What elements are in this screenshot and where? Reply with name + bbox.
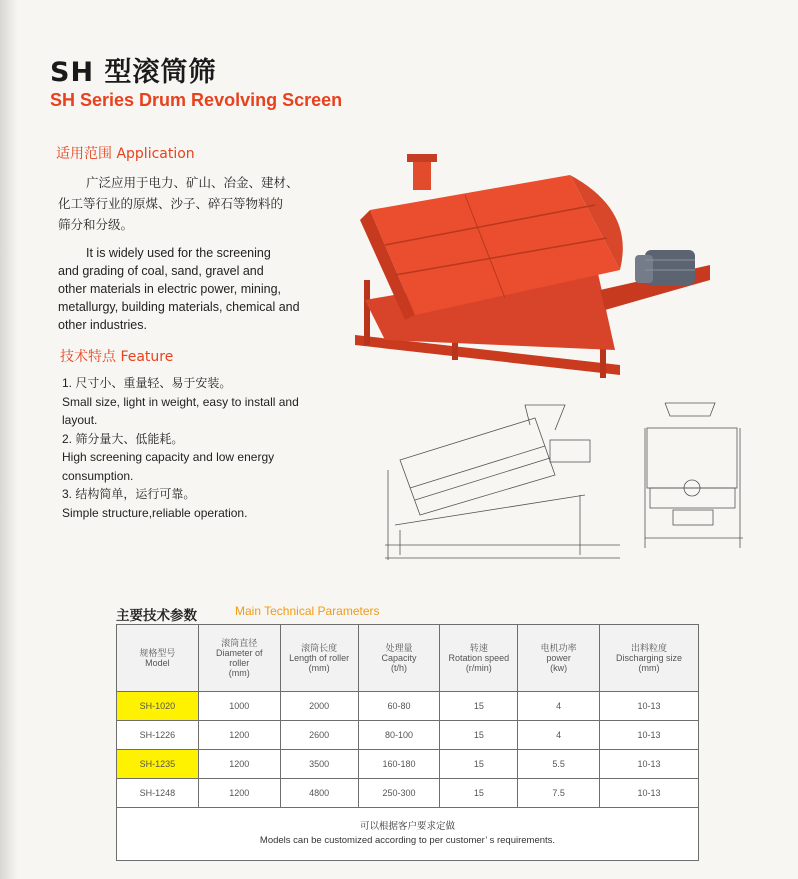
feature-line: consumption. <box>62 468 134 483</box>
application-heading: 适用范围 Application <box>56 146 195 162</box>
application-cn-line: 广泛应用于电力、矿山、冶金、建材、 <box>86 175 299 190</box>
header-text: 处理量 <box>385 643 413 653</box>
header-text: Diameter of <box>215 648 263 658</box>
cell-diameter: 1200 <box>198 750 280 779</box>
cell-length: 3500 <box>280 750 358 779</box>
header-text: 转速 <box>469 643 488 653</box>
application-en-line: metallurgy, building materials, chemical and <box>58 300 300 314</box>
cell-rotation: 15 <box>440 692 518 721</box>
feature-heading: 技术特点 Feature <box>60 349 174 365</box>
cell-power: 4 <box>518 692 600 721</box>
application-cn-line: 筛分和分级。 <box>58 217 134 232</box>
application-cn <box>58 172 299 235</box>
application-en-line: other industries. <box>58 318 147 332</box>
header-text: 规格型号 <box>139 648 176 658</box>
cell-length: 4800 <box>280 779 358 808</box>
header-text: Rotation speed <box>448 653 510 663</box>
header-text: (kw) <box>550 663 568 673</box>
cell-diameter: 1200 <box>198 779 280 808</box>
title-en: SH Series Drum Revolving Screen <box>50 90 343 110</box>
application-en-line: other materials in electric power, mining, <box>58 282 282 296</box>
cell-discharge: 10-13 <box>600 692 699 721</box>
cell-capacity: 60-80 <box>358 692 440 721</box>
header-power <box>518 625 600 692</box>
feature-line: 1. 尺寸小、重量轻、易于安装。 <box>62 376 232 390</box>
header-length <box>280 625 358 692</box>
header-text: 滚筒直径 <box>221 638 258 648</box>
cell-model: SH-1248 <box>117 779 199 808</box>
feature-line: Small size, light in weight, easy to install and <box>62 394 299 409</box>
header-text: (r/min) <box>465 663 492 673</box>
spec-table <box>116 624 699 861</box>
cell-model: SH-1020 <box>117 692 199 721</box>
header-text: 滚筒长度 <box>301 643 338 653</box>
header-text: roller <box>229 658 250 668</box>
application-en-line: It is widely used for the screening <box>86 246 271 260</box>
feature-list <box>62 374 299 522</box>
cell-rotation: 15 <box>440 750 518 779</box>
header-discharging-size <box>600 625 699 692</box>
cell-capacity: 80-100 <box>358 721 440 750</box>
header-text: Capacity <box>381 653 417 663</box>
cell-discharge: 10-13 <box>600 721 699 750</box>
cell-power: 4 <box>518 721 600 750</box>
cell-power: 7.5 <box>518 779 600 808</box>
feature-line: layout. <box>62 413 98 427</box>
header-text: (mm) <box>638 663 660 673</box>
cell-length: 2000 <box>280 692 358 721</box>
application-en-line: and grading of coal, sand, gravel and <box>58 264 264 278</box>
cell-rotation: 15 <box>440 721 518 750</box>
note-en: Models can be customized according to per customer’ s requirements. <box>259 835 556 846</box>
feature-line: High screening capacity and low energy <box>62 450 275 464</box>
header-text: (mm) <box>228 668 250 678</box>
table-row <box>117 750 699 779</box>
cell-length: 2600 <box>280 721 358 750</box>
feature-line: Simple structure,reliable operation. <box>62 505 248 520</box>
cell-model: SH-1226 <box>117 721 199 750</box>
header-text: 电机功率 <box>540 643 577 653</box>
cell-rotation: 15 <box>440 779 518 808</box>
cell-discharge: 10-13 <box>600 750 699 779</box>
header-text: power <box>546 653 571 663</box>
header-diameter <box>198 625 280 692</box>
cell-diameter: 1200 <box>198 721 280 750</box>
table-title-cn: 主要技术参数 <box>116 608 197 624</box>
title-cn: SH 型滚筒筛 <box>50 57 217 88</box>
side-view-drawing <box>380 400 630 565</box>
header-text: (mm) <box>308 663 330 673</box>
header-capacity <box>358 625 440 692</box>
drum-screen-photo <box>345 150 715 385</box>
feature-line: 2. 筛分量大、低能耗。 <box>62 431 184 446</box>
application-cn-line: 化工等行业的原煤、沙子、碎石等物料的 <box>58 196 284 211</box>
table-row <box>117 692 699 721</box>
header-text: 出料粒度 <box>631 643 668 653</box>
table-note-row <box>117 808 699 861</box>
note-cn: 可以根据客户要求定做 <box>359 821 455 832</box>
table-header-row <box>117 625 699 692</box>
feature-line: 3. 结构简单，运行可靠。 <box>62 487 196 501</box>
table-title-en: Main Technical Parameters <box>235 604 380 618</box>
header-model <box>117 625 199 692</box>
cell-discharge: 10-13 <box>600 779 699 808</box>
table-note <box>117 808 699 861</box>
header-text: (t/h) <box>390 663 407 673</box>
cell-power: 5.5 <box>518 750 600 779</box>
application-en <box>58 244 300 334</box>
page-spine-shadow <box>0 0 18 879</box>
header-text: Discharging size <box>616 653 683 663</box>
header-rotation-speed <box>440 625 518 692</box>
cell-diameter: 1000 <box>198 692 280 721</box>
cell-capacity: 160-180 <box>358 750 440 779</box>
cell-model: SH-1235 <box>117 750 199 779</box>
header-text: Model <box>145 658 170 668</box>
end-view-drawing <box>635 398 750 563</box>
cell-capacity: 250-300 <box>358 779 440 808</box>
table-row <box>117 779 699 808</box>
header-text: Length of roller <box>289 653 350 663</box>
table-row <box>117 721 699 750</box>
